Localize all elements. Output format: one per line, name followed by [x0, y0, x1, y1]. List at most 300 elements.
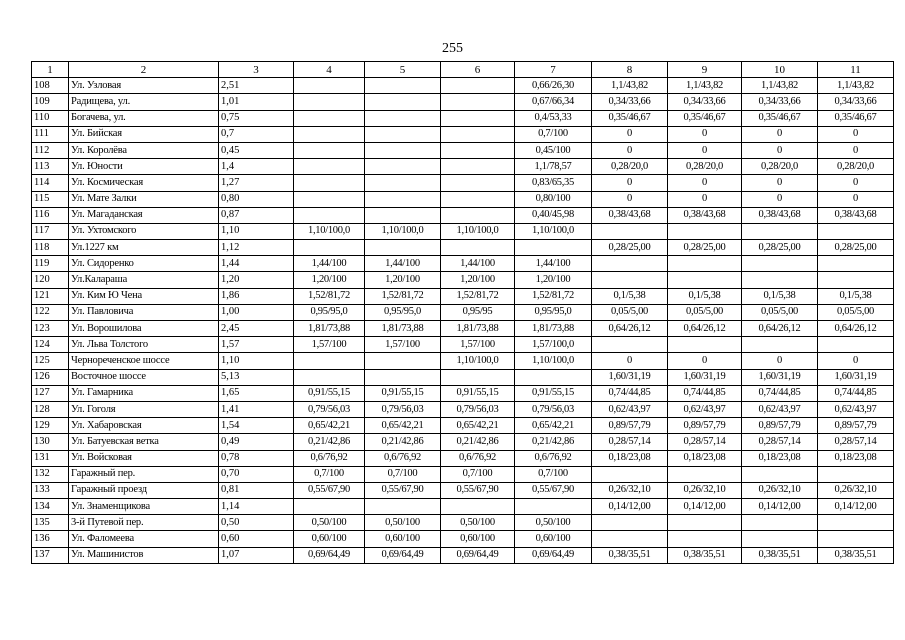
value-cell: 0 — [818, 175, 894, 191]
street-name-cell: Ул. Королёва — [69, 142, 219, 158]
street-name-cell: Ул. Павловича — [69, 304, 219, 320]
value-cell — [365, 353, 441, 369]
value-cell — [592, 531, 668, 547]
row-number-cell: 134 — [32, 499, 69, 515]
value-cell — [515, 369, 592, 385]
row-number-cell: 133 — [32, 482, 69, 498]
length-cell: 0,78 — [219, 450, 294, 466]
row-number-cell: 126 — [32, 369, 69, 385]
length-cell: 1,10 — [219, 223, 294, 239]
table-row — [32, 272, 894, 288]
value-cell: 0,79/56,03 — [294, 401, 365, 417]
value-cell: 0,1/5,38 — [592, 288, 668, 304]
street-name-cell: Ул. Фаломеева — [69, 531, 219, 547]
value-cell: 0,74/44,85 — [668, 385, 742, 401]
value-cell — [441, 240, 515, 256]
table-row — [32, 418, 894, 434]
value-cell: 0,21/42,86 — [365, 434, 441, 450]
column-header: 8 — [592, 62, 668, 78]
value-cell: 0,55/67,90 — [294, 482, 365, 498]
value-cell: 0,50/100 — [365, 515, 441, 531]
value-cell: 1,57/100,0 — [515, 337, 592, 353]
value-cell — [441, 191, 515, 207]
value-cell: 0,95/95,0 — [515, 304, 592, 320]
value-cell: 1,60/31,19 — [742, 369, 818, 385]
row-number-cell: 109 — [32, 94, 69, 110]
value-cell — [365, 240, 441, 256]
table-row — [32, 159, 894, 175]
value-cell — [294, 126, 365, 142]
row-number-cell: 117 — [32, 223, 69, 239]
length-cell: 0,70 — [219, 466, 294, 482]
street-name-cell: Ул. Машинистов — [69, 547, 219, 563]
row-number-cell: 110 — [32, 110, 69, 126]
value-cell: 0,34/33,66 — [592, 94, 668, 110]
value-cell: 0,6/76,92 — [294, 450, 365, 466]
row-number-cell: 116 — [32, 207, 69, 223]
row-number-cell: 125 — [32, 353, 69, 369]
row-number-cell: 131 — [32, 450, 69, 466]
value-cell: 0 — [742, 126, 818, 142]
value-cell: 0,89/57,79 — [818, 418, 894, 434]
row-number-cell: 108 — [32, 78, 69, 94]
value-cell: 0,7/100 — [294, 466, 365, 482]
street-name-cell: Ул. Ким Ю Чена — [69, 288, 219, 304]
value-cell: 0,65/42,21 — [515, 418, 592, 434]
value-cell: 1,81/73,88 — [515, 321, 592, 337]
table-row — [32, 482, 894, 498]
row-number-cell: 127 — [32, 385, 69, 401]
table-row — [32, 256, 894, 272]
value-cell — [294, 353, 365, 369]
table-row — [32, 223, 894, 239]
value-cell: 0,62/43,97 — [818, 401, 894, 417]
table-body — [32, 78, 894, 564]
length-cell: 1,00 — [219, 304, 294, 320]
value-cell — [668, 272, 742, 288]
value-cell — [818, 256, 894, 272]
value-cell: 0,26/32,10 — [668, 482, 742, 498]
value-cell: 0,38/43,68 — [742, 207, 818, 223]
value-cell: 1,81/73,88 — [441, 321, 515, 337]
value-cell: 1,10/100,0 — [441, 223, 515, 239]
value-cell — [818, 466, 894, 482]
street-name-cell: Гаражный пер. — [69, 466, 219, 482]
value-cell: 0,21/42,86 — [515, 434, 592, 450]
column-header: 7 — [515, 62, 592, 78]
value-cell: 0,66/26,30 — [515, 78, 592, 94]
value-cell: 0,79/56,03 — [515, 401, 592, 417]
value-cell: 0,79/56,03 — [441, 401, 515, 417]
value-cell — [668, 515, 742, 531]
value-cell: 0,62/43,97 — [592, 401, 668, 417]
value-cell: 1,20/100 — [515, 272, 592, 288]
value-cell: 1,60/31,19 — [592, 369, 668, 385]
value-cell: 0,95/95,0 — [294, 304, 365, 320]
value-cell — [294, 159, 365, 175]
value-cell: 0,65/42,21 — [441, 418, 515, 434]
value-cell: 1,52/81,72 — [515, 288, 592, 304]
table-row — [32, 126, 894, 142]
length-cell: 0,45 — [219, 142, 294, 158]
value-cell: 0,14/12,00 — [818, 499, 894, 515]
value-cell — [818, 515, 894, 531]
street-name-cell: Ул. Гоголя — [69, 401, 219, 417]
value-cell: 0,28/57,14 — [668, 434, 742, 450]
value-cell: 0,21/42,86 — [441, 434, 515, 450]
table-row — [32, 369, 894, 385]
value-cell — [592, 256, 668, 272]
length-cell: 1,54 — [219, 418, 294, 434]
value-cell: 0,7/100 — [365, 466, 441, 482]
value-cell: 1,1/43,82 — [668, 78, 742, 94]
street-name-cell: Ул. Ворошилова — [69, 321, 219, 337]
value-cell: 0,74/44,85 — [592, 385, 668, 401]
length-cell: 1,12 — [219, 240, 294, 256]
value-cell: 0,05/5,00 — [592, 304, 668, 320]
value-cell: 0,18/23,08 — [742, 450, 818, 466]
row-number-cell: 130 — [32, 434, 69, 450]
value-cell: 0,18/23,08 — [818, 450, 894, 466]
value-cell — [592, 466, 668, 482]
street-name-cell: Ул. Войсковая — [69, 450, 219, 466]
length-cell: 0,50 — [219, 515, 294, 531]
length-cell: 1,4 — [219, 159, 294, 175]
value-cell: 0,1/5,38 — [668, 288, 742, 304]
street-name-cell: Ул. Бийская — [69, 126, 219, 142]
value-cell: 0,62/43,97 — [742, 401, 818, 417]
table-row — [32, 288, 894, 304]
value-cell: 0,60/100 — [515, 531, 592, 547]
value-cell: 0,38/43,68 — [818, 207, 894, 223]
value-cell — [365, 207, 441, 223]
value-cell: 0,38/43,68 — [668, 207, 742, 223]
value-cell: 0 — [818, 126, 894, 142]
value-cell: 0 — [668, 142, 742, 158]
value-cell: 0 — [742, 191, 818, 207]
length-cell: 0,7 — [219, 126, 294, 142]
data-table — [31, 61, 894, 564]
value-cell — [818, 223, 894, 239]
value-cell — [818, 531, 894, 547]
row-number-cell: 112 — [32, 142, 69, 158]
value-cell: 0,34/33,66 — [668, 94, 742, 110]
value-cell — [441, 78, 515, 94]
value-cell — [441, 110, 515, 126]
value-cell: 0,40/45,98 — [515, 207, 592, 223]
table-row — [32, 401, 894, 417]
value-cell — [592, 272, 668, 288]
table-row — [32, 337, 894, 353]
table-row — [32, 94, 894, 110]
value-cell: 1,1/78,57 — [515, 159, 592, 175]
value-cell: 0,69/64,49 — [294, 547, 365, 563]
length-cell: 1,01 — [219, 94, 294, 110]
value-cell: 0,64/26,12 — [818, 321, 894, 337]
value-cell — [592, 515, 668, 531]
length-cell: 1,65 — [219, 385, 294, 401]
value-cell: 0,91/55,15 — [515, 385, 592, 401]
street-name-cell: Ул. Знаменщикова — [69, 499, 219, 515]
value-cell: 0,28/57,14 — [742, 434, 818, 450]
value-cell — [668, 337, 742, 353]
value-cell — [365, 94, 441, 110]
value-cell — [294, 369, 365, 385]
value-cell: 0,38/43,68 — [592, 207, 668, 223]
value-cell: 1,1/43,82 — [818, 78, 894, 94]
value-cell: 0,45/100 — [515, 142, 592, 158]
length-cell: 0,87 — [219, 207, 294, 223]
length-cell: 1,86 — [219, 288, 294, 304]
value-cell: 0,91/55,15 — [441, 385, 515, 401]
value-cell: 0,21/42,86 — [294, 434, 365, 450]
value-cell — [668, 223, 742, 239]
value-cell: 0,28/20,0 — [742, 159, 818, 175]
length-cell: 1,44 — [219, 256, 294, 272]
value-cell: 1,81/73,88 — [294, 321, 365, 337]
value-cell: 0 — [818, 353, 894, 369]
table-row — [32, 466, 894, 482]
value-cell — [365, 78, 441, 94]
length-cell: 1,14 — [219, 499, 294, 515]
row-number-cell: 136 — [32, 531, 69, 547]
value-cell — [365, 126, 441, 142]
value-cell: 0,05/5,00 — [742, 304, 818, 320]
value-cell — [441, 499, 515, 515]
column-header: 1 — [32, 62, 69, 78]
value-cell: 0,69/64,49 — [441, 547, 515, 563]
row-number-cell: 111 — [32, 126, 69, 142]
value-cell: 0,14/12,00 — [742, 499, 818, 515]
value-cell: 0,55/67,90 — [441, 482, 515, 498]
value-cell — [294, 207, 365, 223]
value-cell: 0,28/57,14 — [592, 434, 668, 450]
length-cell: 1,20 — [219, 272, 294, 288]
table-row — [32, 515, 894, 531]
table-row — [32, 240, 894, 256]
street-name-cell: Радищева, ул. — [69, 94, 219, 110]
value-cell: 0,64/26,12 — [592, 321, 668, 337]
value-cell — [742, 337, 818, 353]
value-cell: 0,74/44,85 — [742, 385, 818, 401]
value-cell: 0,28/25,00 — [742, 240, 818, 256]
street-name-cell: Ул. Узловая — [69, 78, 219, 94]
value-cell — [294, 94, 365, 110]
value-cell: 0,6/76,92 — [441, 450, 515, 466]
value-cell: 0,60/100 — [365, 531, 441, 547]
value-cell: 0,55/67,90 — [515, 482, 592, 498]
street-name-cell: Ул. Хабаровская — [69, 418, 219, 434]
value-cell: 0,28/25,00 — [668, 240, 742, 256]
value-cell: 1,60/31,19 — [668, 369, 742, 385]
column-header: 5 — [365, 62, 441, 78]
value-cell: 0,91/55,15 — [294, 385, 365, 401]
table-row — [32, 191, 894, 207]
value-cell: 0 — [668, 191, 742, 207]
value-cell: 1,1/43,82 — [592, 78, 668, 94]
table-row — [32, 321, 894, 337]
value-cell: 0,80/100 — [515, 191, 592, 207]
value-cell — [294, 175, 365, 191]
value-cell: 0 — [668, 175, 742, 191]
row-number-cell: 114 — [32, 175, 69, 191]
length-cell: 1,10 — [219, 353, 294, 369]
value-cell: 1,20/100 — [365, 272, 441, 288]
street-name-cell: Ул. Магаданская — [69, 207, 219, 223]
value-cell: 1,52/81,72 — [294, 288, 365, 304]
value-cell: 0 — [818, 191, 894, 207]
value-cell: 0,95/95,0 — [365, 304, 441, 320]
value-cell — [818, 337, 894, 353]
value-cell: 1,57/100 — [441, 337, 515, 353]
value-cell: 0,05/5,00 — [818, 304, 894, 320]
table-row — [32, 499, 894, 515]
value-cell: 0,91/55,15 — [365, 385, 441, 401]
length-cell: 2,51 — [219, 78, 294, 94]
table-row — [32, 547, 894, 563]
column-header: 11 — [818, 62, 894, 78]
value-cell — [668, 256, 742, 272]
value-cell: 1,52/81,72 — [441, 288, 515, 304]
row-number-cell: 123 — [32, 321, 69, 337]
value-cell: 0,50/100 — [441, 515, 515, 531]
value-cell — [365, 175, 441, 191]
row-number-cell: 118 — [32, 240, 69, 256]
page-number: 255 — [442, 41, 463, 56]
length-cell: 5,13 — [219, 369, 294, 385]
length-cell: 0,60 — [219, 531, 294, 547]
value-cell: 1,44/100 — [294, 256, 365, 272]
value-cell — [365, 191, 441, 207]
value-cell: 1,20/100 — [294, 272, 365, 288]
length-cell: 0,75 — [219, 110, 294, 126]
street-name-cell: Ул. Сидоренко — [69, 256, 219, 272]
value-cell: 0,6/76,92 — [365, 450, 441, 466]
value-cell: 0,05/5,00 — [668, 304, 742, 320]
table-row — [32, 142, 894, 158]
value-cell: 0,7/100 — [441, 466, 515, 482]
street-name-cell: Ул. Космическая — [69, 175, 219, 191]
value-cell: 0,62/43,97 — [668, 401, 742, 417]
street-name-cell: Гаражный проезд — [69, 482, 219, 498]
value-cell: 0,6/76,92 — [515, 450, 592, 466]
row-number-cell: 119 — [32, 256, 69, 272]
column-header: 9 — [668, 62, 742, 78]
column-header: 2 — [69, 62, 219, 78]
value-cell: 0,95/95 — [441, 304, 515, 320]
row-number-cell: 132 — [32, 466, 69, 482]
value-cell: 0,35/46,67 — [592, 110, 668, 126]
row-number-cell: 137 — [32, 547, 69, 563]
value-cell — [668, 466, 742, 482]
length-cell: 0,80 — [219, 191, 294, 207]
value-cell: 0 — [668, 353, 742, 369]
row-number-cell: 122 — [32, 304, 69, 320]
value-cell — [294, 142, 365, 158]
value-cell: 0 — [818, 142, 894, 158]
street-name-cell: Ул. Ухтомского — [69, 223, 219, 239]
length-cell: 1,41 — [219, 401, 294, 417]
value-cell: 0,35/46,67 — [668, 110, 742, 126]
value-cell: 1,10/100,0 — [365, 223, 441, 239]
value-cell: 0,67/66,34 — [515, 94, 592, 110]
value-cell: 0 — [592, 126, 668, 142]
value-cell — [515, 240, 592, 256]
table-row — [32, 175, 894, 191]
value-cell: 0,38/35,51 — [668, 547, 742, 563]
row-number-cell: 120 — [32, 272, 69, 288]
value-cell: 0,34/33,66 — [818, 94, 894, 110]
value-cell: 0,28/20,0 — [818, 159, 894, 175]
value-cell — [515, 499, 592, 515]
value-cell: 1,57/100 — [294, 337, 365, 353]
street-name-cell: Ул. Гамарника — [69, 385, 219, 401]
value-cell: 0,74/44,85 — [818, 385, 894, 401]
value-cell: 0 — [742, 175, 818, 191]
value-cell: 0,4/53,33 — [515, 110, 592, 126]
street-name-cell: Ул. Льва Толстого — [69, 337, 219, 353]
value-cell — [365, 499, 441, 515]
column-header: 6 — [441, 62, 515, 78]
value-cell — [592, 337, 668, 353]
value-cell — [441, 369, 515, 385]
value-cell: 0,65/42,21 — [365, 418, 441, 434]
value-cell: 1,44/100 — [441, 256, 515, 272]
table-row — [32, 450, 894, 466]
street-name-cell: Ул.Калараша — [69, 272, 219, 288]
value-cell: 0,60/100 — [441, 531, 515, 547]
value-cell: 0,7/100 — [515, 466, 592, 482]
column-header: 4 — [294, 62, 365, 78]
length-cell: 1,07 — [219, 547, 294, 563]
value-cell: 1,44/100 — [515, 256, 592, 272]
street-name-cell: 3-й Путевой пер. — [69, 515, 219, 531]
row-number-cell: 124 — [32, 337, 69, 353]
table-row — [32, 385, 894, 401]
value-cell — [441, 94, 515, 110]
value-cell — [294, 78, 365, 94]
value-cell — [592, 223, 668, 239]
value-cell — [294, 191, 365, 207]
value-cell — [441, 175, 515, 191]
value-cell: 0,26/32,10 — [742, 482, 818, 498]
value-cell: 0,38/35,51 — [818, 547, 894, 563]
value-cell: 0 — [668, 126, 742, 142]
value-cell: 0,69/64,49 — [365, 547, 441, 563]
value-cell — [742, 466, 818, 482]
value-cell — [742, 531, 818, 547]
value-cell: 0,28/57,14 — [818, 434, 894, 450]
value-cell — [742, 272, 818, 288]
value-cell: 0,38/35,51 — [592, 547, 668, 563]
value-cell: 1,52/81,72 — [365, 288, 441, 304]
length-cell: 2,45 — [219, 321, 294, 337]
street-name-cell: Ул. Юности — [69, 159, 219, 175]
value-cell — [294, 110, 365, 126]
value-cell — [441, 159, 515, 175]
value-cell — [441, 207, 515, 223]
street-name-cell: Ул. Батуевская ветка — [69, 434, 219, 450]
value-cell: 0,34/33,66 — [742, 94, 818, 110]
value-cell: 1,10/100,0 — [515, 223, 592, 239]
value-cell: 0 — [592, 353, 668, 369]
value-cell: 0,26/32,10 — [818, 482, 894, 498]
value-cell: 0,28/25,00 — [818, 240, 894, 256]
value-cell: 1,1/43,82 — [742, 78, 818, 94]
value-cell — [365, 369, 441, 385]
value-cell — [441, 126, 515, 142]
value-cell: 0,18/23,08 — [668, 450, 742, 466]
